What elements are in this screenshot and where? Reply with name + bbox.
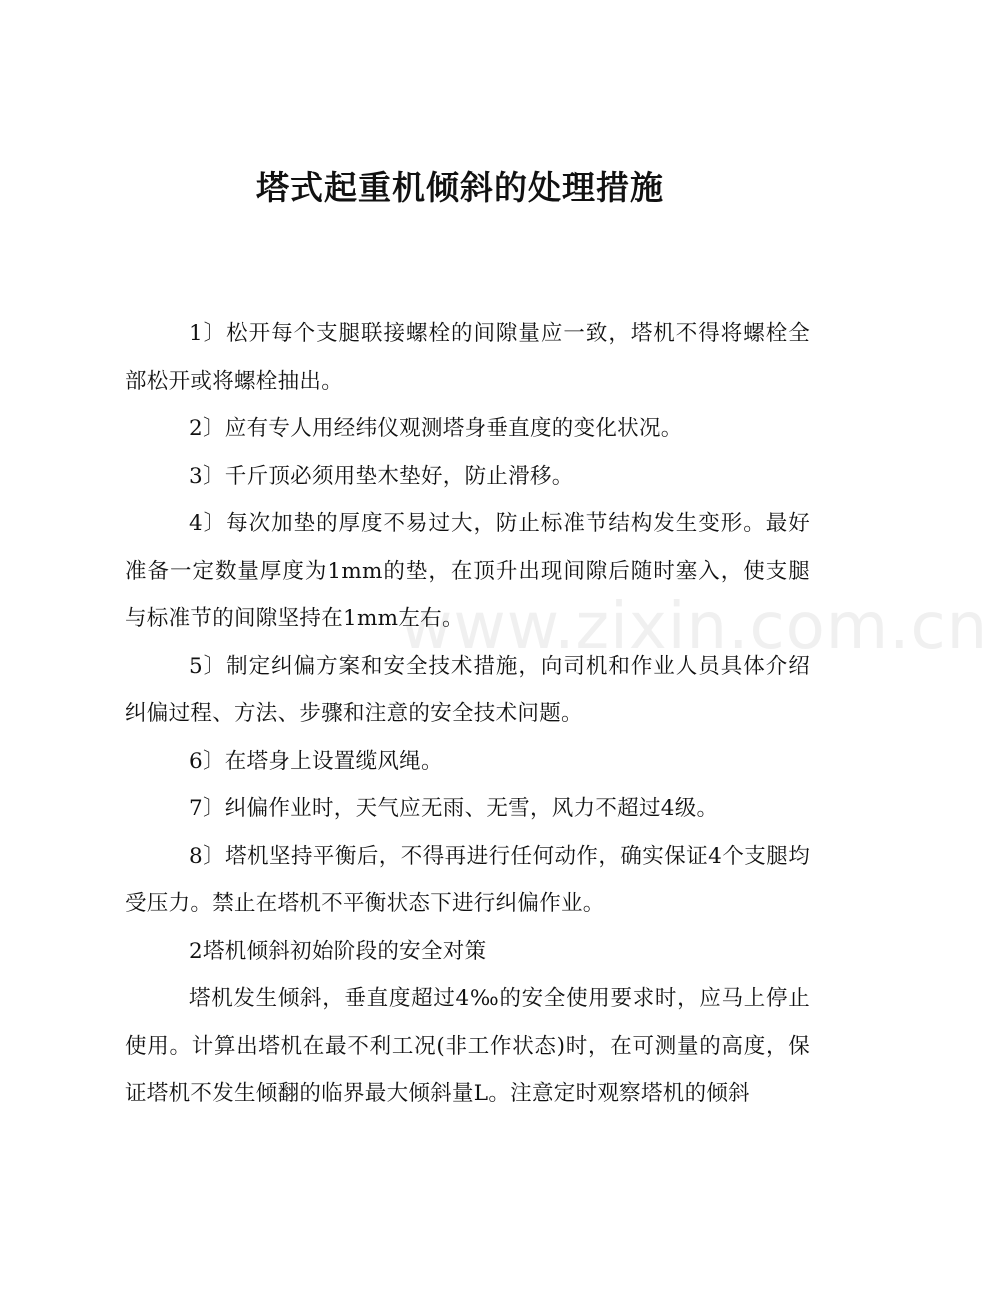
paragraph-section-body: 塔机发生倾斜，垂直度超过4‰的安全使用要求时，应马上停止使用。计算出塔机在最不利工况(非工作状态)时，在可测量的高度，保证塔机不发生倾翻的临界最大倾斜量L。注意定时观察塔机的倾斜 — [125, 986, 810, 1106]
paragraph-step-4: 4〕每次加垫的厚度不易过大，防止标准节结构发生变形。最好准备一定数量厚度为1mm的垫，在顶升出现间隙后随时塞入，使支腿与标准节的间隙坚持在1mm左右。 — [125, 511, 810, 631]
paragraph-step-3: 3〕千斤顶必须用垫木垫好，防止滑移。 — [189, 463, 574, 489]
paragraph-step-7: 7〕纠偏作业时，天气应无雨、无雪，风力不超过4级。 — [189, 796, 719, 821]
section-heading: 2塔机倾斜初始阶段的安全对策 — [189, 938, 487, 964]
paragraph-step-5: 5〕制定纠偏方案和安全技术措施，向司机和作业人员具体介绍纠偏过程、方法、步骤和注意的安全技术问题。 — [125, 653, 810, 726]
paragraph-step-6: 6〕在塔身上设置缆风绳。 — [189, 748, 443, 774]
paragraph-step-1: 1〕松开每个支腿联接螺栓的间隙量应一致，塔机不得将螺栓全部松开或将螺栓抽出。 — [125, 321, 810, 394]
paragraph-step-8: 8〕塔机坚持平衡后，不得再进行任何动作，确实保证4个支腿均受压力。禁止在塔机不平衡状态下进行纠偏作业。 — [125, 843, 810, 916]
watermark: www.zixin.com.cn — [400, 590, 988, 664]
paragraph-step-2: 2〕应有专人用经纬仪观测塔身垂直度的变化状况。 — [189, 416, 683, 441]
document-title: 塔式起重机倾斜的处理措施 — [256, 168, 664, 207]
document-body — [125, 310, 810, 1118]
